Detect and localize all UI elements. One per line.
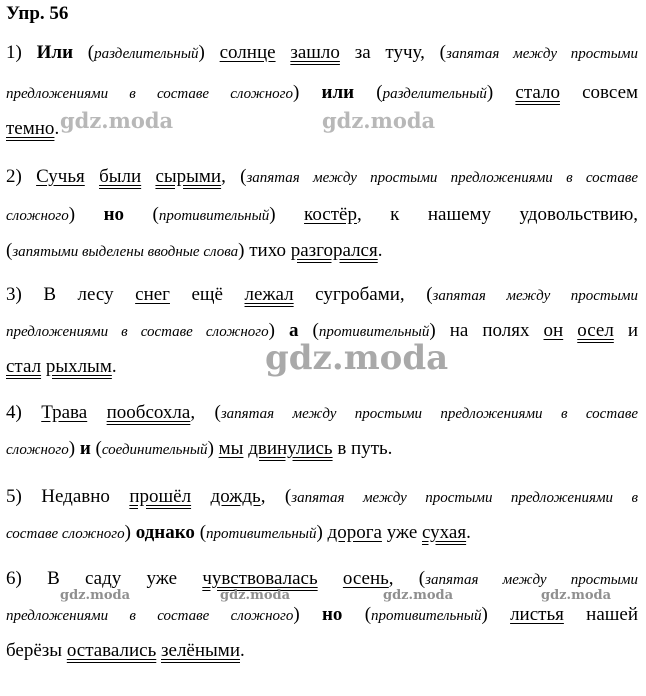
- comment-text: противительный: [206, 526, 317, 542]
- text-line: [6, 436, 638, 462]
- conjunction: или: [321, 82, 355, 103]
- comment-text: запятая между простыми предложениями в составе: [220, 406, 638, 422]
- text-segment: [563, 320, 577, 341]
- text-segment: ) тихо: [238, 240, 291, 261]
- predicate-word: были: [99, 166, 142, 187]
- text-line: [6, 638, 638, 664]
- text-line: [6, 202, 638, 228]
- text-segment: ): [68, 438, 80, 459]
- text-segment: (: [194, 522, 207, 543]
- text-segment: (: [73, 42, 95, 63]
- text-segment: ): [481, 604, 511, 625]
- text-line: [6, 40, 638, 66]
- text-segment: .: [240, 640, 245, 661]
- text-segment: в путь.: [332, 438, 393, 459]
- predicate-word: пообсохла: [106, 402, 191, 423]
- exercise-title: Упр. 56: [6, 3, 69, 24]
- text-segment: [318, 568, 343, 589]
- text-line: [6, 164, 638, 190]
- text-segment: за тучу, (: [339, 42, 447, 63]
- comment-text: составе сложного: [6, 526, 125, 542]
- comment-text: предложениями в составе сложного: [6, 608, 294, 624]
- text-segment: и: [613, 320, 638, 341]
- predicate-word: двинулись: [248, 438, 333, 459]
- text-line: [6, 400, 638, 426]
- text-segment: ): [486, 82, 516, 103]
- predicate-word: зашло: [290, 42, 340, 63]
- comment-text: запятая между простыми: [432, 288, 638, 304]
- predicate-word: чувствовалась: [202, 568, 318, 589]
- text-segment: ): [207, 438, 219, 459]
- watermark: gdz.moda: [60, 588, 131, 603]
- predicate-word: стал: [6, 356, 42, 377]
- text-segment: ): [124, 522, 136, 543]
- text-segment: ещё: [169, 284, 245, 305]
- comment-text: разделительный: [94, 46, 199, 62]
- comment-text: запятая между простыми: [425, 572, 638, 588]
- text-segment: , (: [260, 486, 292, 507]
- predicate-word: осел: [577, 320, 614, 341]
- text-segment: (: [354, 82, 383, 103]
- text-segment: 3) В лесу: [6, 284, 136, 305]
- text-segment: .: [111, 356, 117, 377]
- comment-text: соединительный: [101, 442, 208, 458]
- text-segment: (: [6, 240, 13, 261]
- predicate-word: сырыми: [155, 166, 222, 187]
- text-segment: 6) В саду уже: [6, 568, 203, 589]
- comment-text: предложениями в составе сложного: [6, 324, 269, 340]
- text-line: [6, 238, 638, 264]
- text-segment: , к нашему удовольствию,: [356, 204, 638, 225]
- text-segment: ): [198, 42, 220, 63]
- text-segment: .: [54, 118, 60, 139]
- conjunction: но: [321, 604, 343, 625]
- text-segment: ): [68, 204, 104, 225]
- text-segment: 4): [6, 402, 42, 423]
- predicate-word: зелёными: [161, 640, 240, 661]
- text-segment: 2): [6, 166, 37, 187]
- comment-text: запятая между простыми: [446, 46, 638, 62]
- text-segment: уже: [381, 522, 422, 543]
- text-segment: ): [268, 320, 290, 341]
- text-segment: [141, 166, 155, 187]
- comment-text: противительный: [318, 324, 430, 340]
- text-segment: .: [377, 240, 383, 261]
- predicate-word: сухая: [422, 522, 467, 543]
- subject-word: дорога: [327, 522, 382, 543]
- text-line: [6, 484, 638, 510]
- text-segment: ): [269, 204, 305, 225]
- subject-word: снег: [135, 284, 170, 305]
- conjunction: но: [103, 204, 125, 225]
- text-segment: ) на полях: [429, 320, 544, 341]
- text-segment: (: [298, 320, 319, 341]
- text-segment: сугробами, (: [293, 284, 433, 305]
- predicate-word: темно: [6, 118, 55, 139]
- watermark: gdz.moda: [220, 588, 291, 603]
- text-line: [6, 602, 638, 628]
- predicate-word: оставались: [66, 640, 157, 661]
- conjunction: однако: [135, 522, 195, 543]
- text-segment: 5) Недавно: [6, 486, 130, 507]
- text-segment: [87, 402, 106, 423]
- comment-text: противительный: [158, 208, 270, 224]
- watermark: gdz.moda: [541, 588, 612, 603]
- text-segment: [85, 166, 99, 187]
- subject-word: костёр: [304, 204, 357, 225]
- watermark: gdz.moda: [265, 338, 449, 378]
- text-segment: ): [293, 604, 322, 625]
- predicate-word: разгорался: [290, 240, 378, 261]
- text-segment: ): [316, 522, 328, 543]
- text-segment: берёзы: [6, 640, 67, 661]
- comment-text: противительный: [371, 608, 482, 624]
- subject-word: мы: [218, 438, 244, 459]
- subject-word: листья: [510, 604, 564, 625]
- subject-word: дождь: [210, 486, 261, 507]
- predicate-word: рыхлым: [45, 356, 112, 377]
- text-line: [6, 520, 638, 546]
- text-segment: (: [342, 604, 372, 625]
- subject-word: Сучья: [36, 166, 85, 187]
- text-segment: [276, 42, 291, 63]
- text-segment: совсем: [559, 82, 638, 103]
- comment-text: запятая между простыми предложениями в составе: [246, 170, 638, 186]
- predicate-word: стало: [515, 82, 560, 103]
- text-segment: 1): [6, 42, 37, 63]
- text-line: [6, 80, 638, 106]
- comment-text: запятая между простыми предложениями в: [291, 490, 638, 506]
- conjunction: и: [79, 438, 91, 459]
- watermark: gdz.moda: [322, 108, 436, 133]
- comment-text: запятыми выделены вводные слова: [12, 244, 239, 260]
- conjunction: а: [289, 320, 299, 341]
- text-segment: , (: [190, 402, 221, 423]
- text-segment: (: [90, 438, 102, 459]
- watermark: gdz.moda: [60, 108, 174, 133]
- text-line: [6, 282, 638, 308]
- predicate-word: прошёл: [129, 486, 192, 507]
- comment-text: предложениями в составе сложного: [6, 86, 293, 102]
- comment-text: сложного: [6, 208, 69, 224]
- watermark: gdz.moda: [383, 588, 454, 603]
- text-segment: нашей: [563, 604, 638, 625]
- conjunction: Или: [36, 42, 74, 63]
- subject-word: осень: [342, 568, 389, 589]
- text-segment: ): [293, 82, 322, 103]
- text-segment: (: [124, 204, 159, 225]
- text-segment: [191, 486, 210, 507]
- predicate-word: лежал: [244, 284, 294, 305]
- text-segment: , (: [221, 166, 247, 187]
- comment-text: сложного: [6, 442, 69, 458]
- text-segment: , (: [388, 568, 426, 589]
- text-segment: .: [466, 522, 471, 543]
- comment-text: разделительный: [382, 86, 487, 102]
- subject-word: он: [543, 320, 564, 341]
- subject-word: Трава: [41, 402, 88, 423]
- subject-word: солнце: [219, 42, 276, 63]
